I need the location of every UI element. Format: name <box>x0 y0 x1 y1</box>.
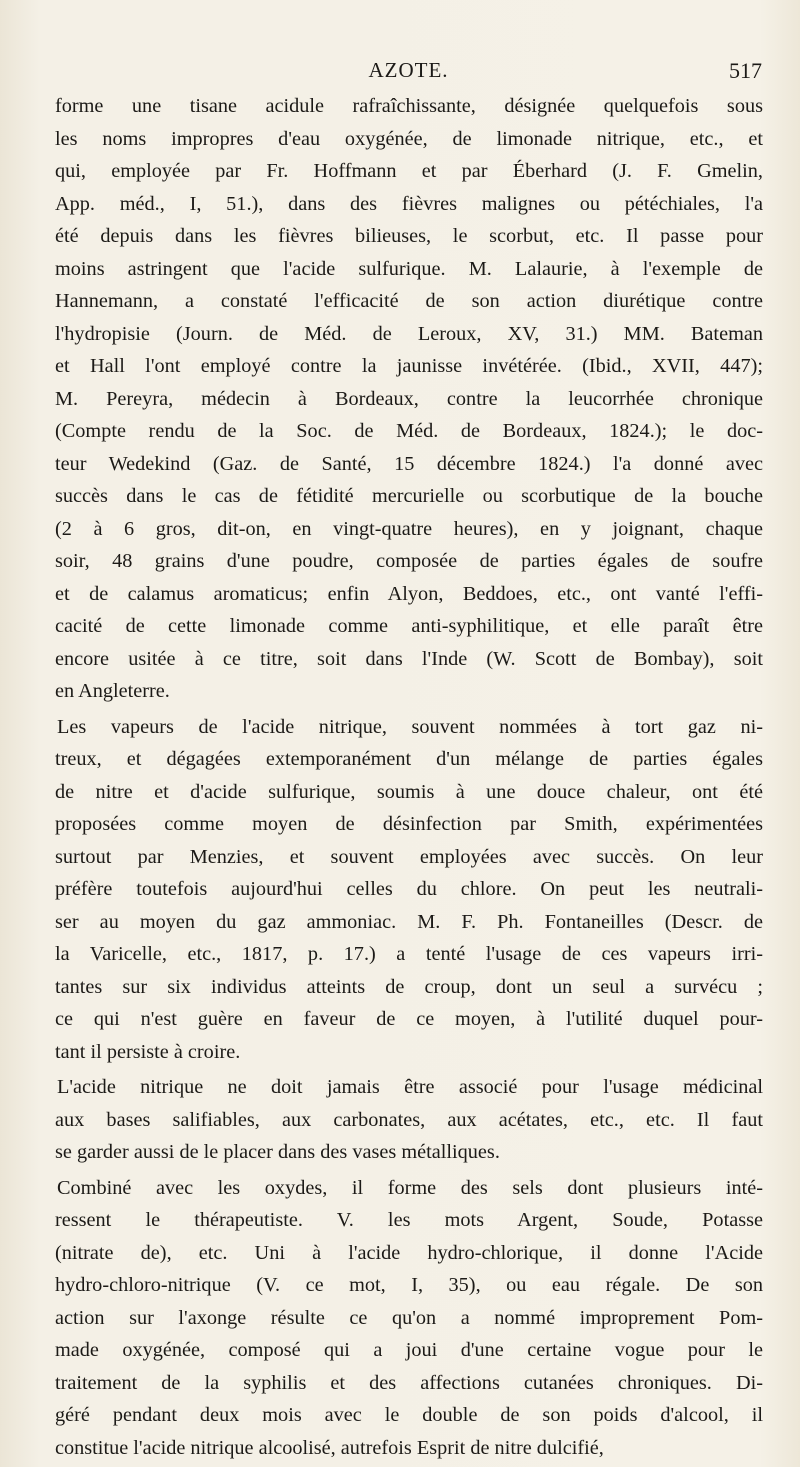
text-line: encore usitée à ce titre, soit dans l'Inde (W. Scott de Bombay), soit <box>55 647 763 670</box>
text-line: et de calamus aromaticus; enfin Alyon, Beddoes, etc., ont vanté l'effi- <box>55 582 763 605</box>
body-text <box>55 90 763 1467</box>
text-line: proposées comme moyen de désinfection par Smith, expérimentées <box>55 813 763 835</box>
text-line: moins astringent que l'acide sulfurique. M. Lalaurie, à l'exemple de <box>55 257 763 280</box>
text-line: hydro-chloro-nitrique (V. ce mot, I, 35), ou eau régale. De son <box>55 1274 763 1296</box>
text-line: ce qui n'est guère en faveur de ce moyen, à l'utilité duquel pour- <box>55 1008 763 1030</box>
paragraph-3 <box>55 1071 763 1169</box>
text-line: tantes sur six individus atteints de croup, dont un seul a survécu ; <box>55 975 763 998</box>
text-line: (nitrate de), etc. Uni à l'acide hydro-chlorique, il donne l'Acide <box>55 1241 763 1264</box>
page-number: 517 <box>729 58 762 83</box>
text-line: surtout par Menzies, et souvent employées avec succès. On leur <box>55 845 763 868</box>
text-line: ser au moyen du gaz ammoniac. M. F. Ph. Fontaneilles (Descr. de <box>55 910 763 933</box>
text-line: géré pendant deux mois avec le double de son poids d'alcool, il <box>55 1404 763 1426</box>
text-line: ressent le thérapeutiste. V. les mots Argent, Soude, Potasse <box>55 1209 763 1231</box>
paragraph-1 <box>55 90 763 708</box>
text-line: soir, 48 grains d'une poudre, composée de parties égales de soufre <box>55 550 763 572</box>
text-line: made oxygénée, composé qui a joui d'une certaine vogue pour le <box>55 1339 763 1361</box>
text-line: App. méd., I, 51.), dans des fièvres malignes ou pétéchiales, l'a <box>55 192 763 215</box>
text-line: préfère toutefois aujourd'hui celles du chlore. On peut les neutrali- <box>55 878 763 900</box>
text-line: Combiné avec les oxydes, il forme des sels dont plusieurs inté- <box>57 1176 763 1199</box>
paragraph-4 <box>55 1172 763 1465</box>
text-line: traitement de la syphilis et des affections cutanées chroniques. Di- <box>55 1371 763 1394</box>
text-line: Hannemann, a constaté l'efficacité de son action diurétique contre <box>55 290 763 312</box>
text-line: tant il persiste à croire. <box>55 1040 241 1063</box>
text-line: se garder aussi de le placer dans des vases métalliques. <box>55 1141 500 1163</box>
text-line: teur Wedekind (Gaz. de Santé, 15 décembre 1824.) l'a donné avec <box>55 452 763 475</box>
text-line: les noms impropres d'eau oxygénée, de limonade nitrique, etc., et <box>55 127 763 150</box>
text-line: cacité de cette limonade comme anti-syphilitique, et elle paraît être <box>55 615 763 637</box>
running-title: AZOTE. <box>368 58 449 82</box>
text-line: et Hall l'ont employé contre la jaunisse invétérée. (Ibid., XVII, 447); <box>55 355 763 377</box>
text-line: forme une tisane acidule rafraîchissante, désignée quelquefois sous <box>55 95 763 117</box>
text-line: qui, employée par Fr. Hoffmann et par Éberhard (J. F. Gmelin, <box>55 160 763 182</box>
text-line: (Compte rendu de la Soc. de Méd. de Bordeaux, 1824.); le doc- <box>55 420 763 442</box>
text-line: la Varicelle, etc., 1817, p. 17.) a tenté l'usage de ces vapeurs irri- <box>55 943 763 965</box>
text-line: L'acide nitrique ne doit jamais être associé pour l'usage médicinal <box>57 1076 763 1098</box>
text-line: l'hydropisie (Journ. de Méd. de Leroux, XV, 31.) MM. Bateman <box>55 322 763 345</box>
text-line: en Angleterre. <box>55 680 170 702</box>
paragraph-2 <box>55 711 763 1069</box>
text-line: (2 à 6 gros, dit-on, en vingt-quatre heures), en y joignant, chaque <box>55 517 763 540</box>
text-line: succès dans le cas de fétidité mercurielle ou scorbutique de la bouche <box>55 485 763 507</box>
text-line: constitue l'acide nitrique alcoolisé, autrefois Esprit de nitre dulcifié, <box>55 1436 604 1459</box>
text-line: M. Pereyra, médecin à Bordeaux, contre la leucorrhée chronique <box>55 387 763 410</box>
page-header <box>55 58 762 88</box>
text-line: treux, et dégagées extemporanément d'un mélange de parties égales <box>55 748 763 770</box>
text-line: été depuis dans les fièvres bilieuses, le scorbut, etc. Il passe pour <box>55 225 763 247</box>
text-line: aux bases salifiables, aux carbonates, aux acétates, etc., etc. Il faut <box>55 1108 763 1131</box>
text-line: Les vapeurs de l'acide nitrique, souvent nommées à tort gaz ni- <box>57 715 763 738</box>
text-line: action sur l'axonge résulte ce qu'on a nommé improprement Pom- <box>55 1306 763 1329</box>
text-line: de nitre et d'acide sulfurique, soumis à une douce chaleur, ont été <box>55 780 763 803</box>
